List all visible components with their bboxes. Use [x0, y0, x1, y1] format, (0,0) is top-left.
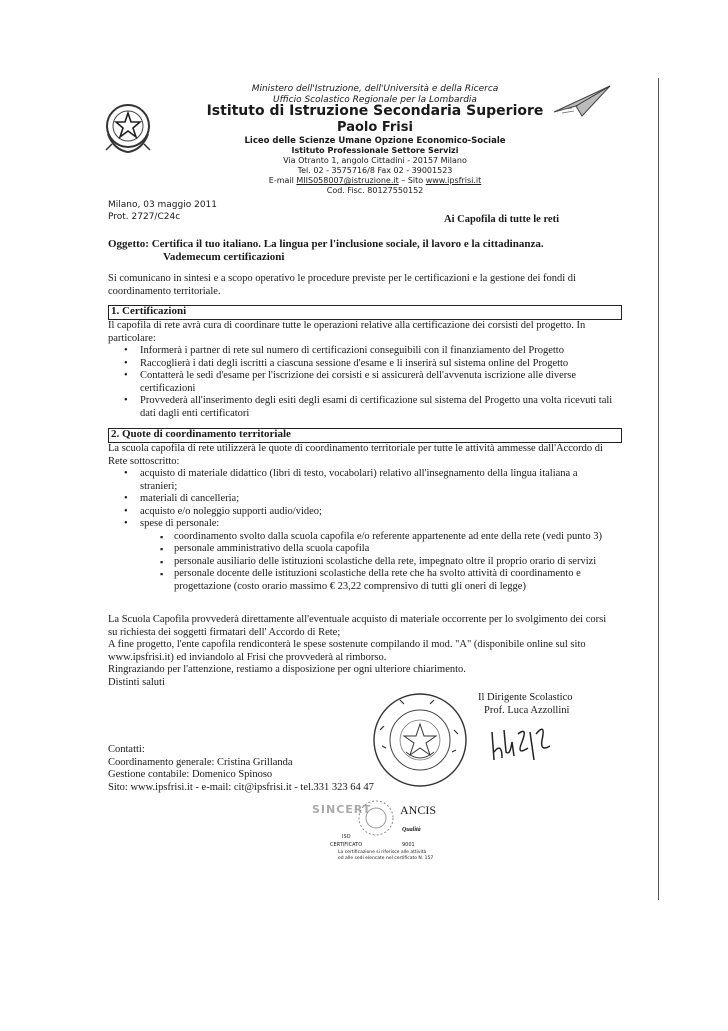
- ancis-logo: ANCIS: [400, 803, 437, 817]
- school-name: Paolo Frisi: [337, 120, 413, 135]
- regional-office-line: Ufficio Scolastico Regionale per la Lombardia: [273, 95, 477, 105]
- fiscal-code-line: Cod. Fisc. 80127550152: [326, 186, 424, 195]
- closing-block: [108, 614, 614, 689]
- section2-item: • acquisto e/o noleggio supporti audio/video;: [140, 506, 614, 519]
- closing-p4: Distinti saluti: [108, 676, 165, 688]
- institute-title: Istituto di Istruzione Secondaria Superiore: [206, 103, 544, 119]
- section1-item: • Contatterà le sedi d'esame per l'iscrizione dei corsisti e si assicurerà dell'avvenuta iscrizione alle diverse certificazioni: [140, 370, 614, 395]
- email-line: [220, 176, 530, 185]
- signatory-role: Il Dirigente Scolastico: [478, 692, 573, 703]
- section2-body: [108, 443, 614, 593]
- qualita-label: Qualità: [402, 827, 421, 833]
- protocol-number: Prot. 2727/C24c: [108, 212, 181, 222]
- address-line: Via Otranto 1, angolo Cittadini - 20157 Milano: [283, 156, 467, 165]
- intro-paragraph: Si comunicano in sintesi e a scopo operativo le procedure previste per le certificazioni e la gestione dei fondi di coordinamento territoriale.: [108, 273, 576, 297]
- handwritten-signature: [488, 712, 558, 768]
- paper-plane-logo: [552, 82, 612, 118]
- iso-number: 9001: [402, 842, 415, 848]
- letter-date: Milano, 03 maggio 2011: [108, 200, 218, 210]
- liceo-line: Liceo delle Scienze Umane Opzione Economico-Sociale: [244, 136, 506, 146]
- ministry-line: Ministero dell'Istruzione, dell'Università e della Ricerca: [251, 84, 499, 94]
- contacts-block: [108, 744, 488, 794]
- closing-p2: A fine progetto, l'ente capofila rendiconterà le spese sostenute compilando il mod. "A" (disponibile online sul sito www.ipsfrisi.it) ed inviandolo al Frisi che provvederà al rimborso.: [108, 639, 586, 663]
- certificato-label: CERTIFICATO: [330, 842, 363, 848]
- subject-line: [108, 238, 608, 250]
- section2-item: • materiali di cancelleria;: [140, 493, 614, 506]
- section2-subitem: ▪ personale amministrativo della scuola capofila: [174, 543, 614, 556]
- site-separator: – Sito: [398, 176, 426, 185]
- subject-text: Certifica il tuo italiano. La lingua per l'inclusione sociale, il lavoro e la cittadinanza.: [151, 238, 544, 250]
- professional-line: Istituto Professionale Settore Servizi: [291, 146, 459, 155]
- subject-label: Oggetto:: [108, 238, 149, 250]
- section1-title: 1. Certificazioni: [111, 305, 187, 317]
- recipient: Ai Capofila di tutte le reti: [444, 214, 559, 225]
- iso-label: ISO: [342, 834, 351, 840]
- section2-item: • acquisto di materiale didattico (libri di testo, vocabolari) relativo all'insegnamento della lingua italiana a stranieri;: [140, 468, 614, 493]
- site-link[interactable]: www.ipsfrisi.it: [425, 176, 482, 185]
- republic-emblem: [102, 100, 154, 156]
- section2-subitem: ▪ personale ausiliario delle istituzioni scolastiche della rete, impegnato oltre il proprio orario di servizi: [174, 556, 614, 569]
- section1-text: Il capofila di rete avrà cura di coordinare tutte le operazioni relative alla certificazione dei corsisti del progetto. In particolare:: [108, 320, 586, 344]
- section2-title: 2. Quote di coordinamento territoriale: [111, 428, 291, 440]
- sincert-logo: SINCERT: [312, 803, 372, 816]
- page-edge-line: [658, 78, 659, 900]
- section2-item-label: spese di personale:: [140, 518, 220, 529]
- section2-subitem: ▪ coordinamento svolto dalla scuola capofila e/o referente appartenente ad ente della rete (vedi punto 3): [174, 531, 614, 544]
- section2-subitem: ▪ personale docente delle istituzioni scolastiche della rete che ha svolto attività di coordinamento e progettazione (costo orario massimo € 23,22 comprensivo di tutti gli oneri di legge): [174, 568, 614, 593]
- closing-p1: La Scuola Capofila provvederà direttamente all'eventuale acquisto di materiale occorrente per lo svolgimento dei corsi su richiesta dei soggetti firmatari dell' Accordo di Rete;: [108, 614, 607, 638]
- section1-item: • Raccoglierà i dati degli iscritti a ciascuna sessione d'esame e li inserirà sul sistema online del Progetto: [140, 358, 614, 371]
- subject-subtitle: Vademecum certificazioni: [163, 251, 285, 263]
- contacts-site: Sito: www.ipsfrisi.it - e-mail: cit@ipsfrisi.it - tel.331 323 64 47: [108, 781, 374, 793]
- closing-p3: Ringraziando per l'attenzione, restiamo a disposizione per ogni ulteriore chiarimento.: [108, 664, 466, 675]
- email-link[interactable]: MIIS058007@istruzione.it: [296, 176, 399, 185]
- section1-item: • Informerà i partner di rete sul numero di certificazioni conseguibili con il finanziamento del Progetto: [140, 345, 614, 358]
- email-prefix: E-mail: [268, 176, 297, 185]
- cert-note-2: ed alle sedi elencate nel certificato N. 157: [338, 856, 434, 861]
- certification-seal: [356, 798, 396, 838]
- section1-body: [108, 320, 614, 420]
- contacts-accounting: Gestione contabile: Domenico Spinoso: [108, 769, 273, 780]
- signatory-name: Prof. Luca Azzollini: [484, 705, 570, 716]
- contacts-coordination: Coordinamento generale: Cristina Grillanda: [108, 756, 293, 768]
- phone-line: Tel. 02 - 3575716/8 Fax 02 - 39001523: [297, 166, 453, 175]
- cert-note-1: La certificazione si riferisce alle attività: [338, 850, 427, 855]
- section2-text: La scuola capofila di rete utilizzerà le quote di coordinamento territoriale per tutte le attività ammesse dall'Accordo di Rete sottoscritto:: [108, 443, 603, 467]
- section2-item: [140, 518, 614, 593]
- contacts-title: Contatti:: [108, 744, 145, 755]
- section1-item: • Provvederà all'inserimento degli esiti degli esami di certificazione sul sistema del Progetto una volta ricevuti tali dati dagli enti certificatori: [140, 395, 614, 420]
